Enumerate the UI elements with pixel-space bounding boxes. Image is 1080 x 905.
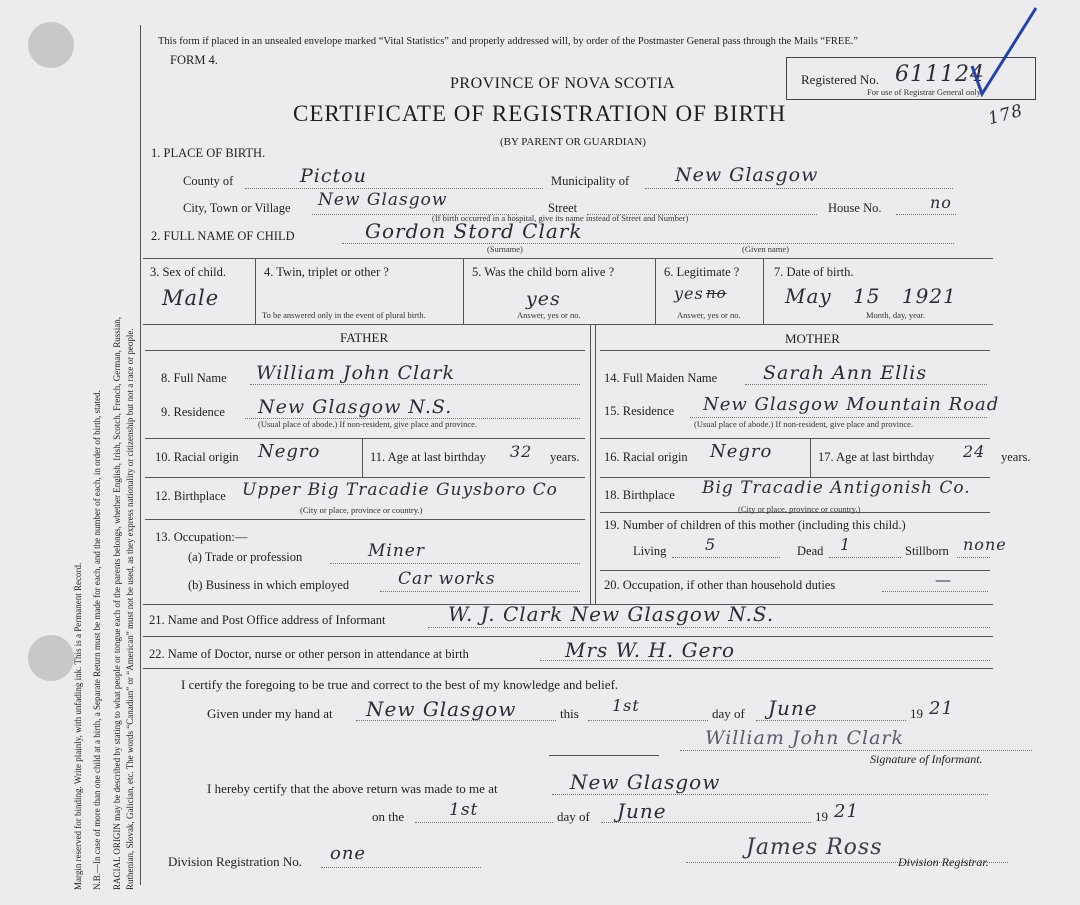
- page-subtitle: (BY PARENT OR GUARDIAN): [500, 136, 646, 148]
- business-label: (b) Business in which employed: [188, 578, 350, 592]
- father-name-value: William John Clark: [256, 362, 455, 384]
- child-name-label: 2. FULL NAME OF CHILD: [151, 229, 295, 243]
- living-label: Living: [633, 544, 667, 558]
- registrar-year-value: 21: [834, 801, 859, 822]
- legitimate-note: Answer, yes or no.: [677, 310, 741, 320]
- street-label: Street: [548, 201, 578, 215]
- mother-occupation-value: —: [935, 570, 952, 589]
- county-label: County of: [183, 174, 234, 188]
- margin-note: RACIAL ORIGIN may be described by stating to what people or tongue each of the parents belongs, whether English, Irish, Scotch, French, German, Russian,: [112, 316, 122, 890]
- mother-birthplace-value: Big Tracadie Antigonish Co.: [702, 478, 971, 498]
- informant-label: 21. Name and Post Office address of Informant: [149, 613, 386, 627]
- corner-mark: 178: [986, 100, 1026, 130]
- province-heading: PROVINCE OF NOVA SCOTIA: [450, 75, 676, 92]
- father-birthplace-value: Upper Big Tracadie Guysboro Co: [242, 480, 558, 500]
- twin-note: To be answered only in the event of plural birth.: [262, 310, 426, 320]
- father-birthplace-label: 12. Birthplace: [155, 489, 226, 503]
- child-name-value: Gordon Stord Clark: [365, 219, 583, 243]
- mother-occupation-label: 20. Occupation, if other than household duties: [604, 578, 836, 592]
- father-racial-label: 10. Racial origin: [155, 450, 239, 464]
- birth-date-label: 7. Date of birth.: [774, 265, 854, 279]
- registrar-place-value: New Glasgow: [570, 770, 721, 794]
- trade-value: Miner: [368, 541, 425, 561]
- legitimate-struck: no: [706, 284, 727, 302]
- dead-value: 1: [840, 535, 852, 554]
- registrar-month-value: June: [617, 799, 667, 823]
- given-label: Given under my hand at: [207, 706, 333, 721]
- form-number: FORM 4.: [170, 53, 218, 67]
- mother-header: MOTHER: [785, 331, 840, 346]
- father-age-unit: years.: [550, 450, 580, 464]
- informant-signature: William John Clark: [705, 727, 904, 749]
- hospital-note: (If birth occurred in a hospital, give its name instead of Street and Number): [432, 213, 689, 223]
- registrar-use-note: For use of Registrar General only: [867, 87, 982, 97]
- birth-date-note: Month, day, year.: [866, 310, 926, 320]
- given-month-value: June: [768, 696, 818, 720]
- check-mark-icon: [960, 4, 1040, 100]
- stillborn-label: Stillborn: [905, 544, 949, 558]
- children-count-label: 19. Number of children of this mother (including this child.): [604, 518, 906, 532]
- given-year-value: 21: [929, 698, 954, 719]
- city-label: City, Town or Village: [183, 201, 291, 215]
- dead-label: Dead: [797, 544, 824, 558]
- given-year-prefix: 19: [910, 706, 923, 721]
- mother-residence-note: (Usual place of abode.) If non-resident, give place and province.: [694, 419, 914, 429]
- margin-note: Ruthenian, Slovak, Galician, etc. The words “Canadian” or “American” must not be used, as they express nationality or citizenship but not a race or people.: [125, 328, 135, 890]
- mother-racial-label: 16. Racial origin: [604, 450, 688, 464]
- alive-label: 5. Was the child born alive ?: [472, 265, 615, 279]
- given-day-value: 1st: [612, 696, 640, 715]
- margin-note: Margin reserved for binding. Write plainly, with unfading ink. This is a Permanent Record.: [73, 562, 83, 890]
- place-of-birth-heading: 1. PLACE OF BIRTH.: [151, 146, 266, 160]
- alive-note: Answer, yes or no.: [517, 310, 581, 320]
- division-value: one: [330, 843, 367, 864]
- registrar-statement: I hereby certify that the above return was made to me at: [207, 781, 498, 796]
- alive-value: yes: [526, 288, 561, 310]
- house-value: no: [930, 193, 952, 212]
- mother-age-value: 24: [963, 442, 986, 461]
- given-name-note: (Given name): [742, 244, 789, 254]
- municipality-value: New Glasgow: [675, 164, 819, 186]
- informant-signature-label: Signature of Informant.: [870, 752, 983, 766]
- stillborn-value: none: [963, 535, 1007, 554]
- father-age-label: 11. Age at last birthday: [370, 450, 486, 464]
- registrar-signature-label: Division Registrar.: [898, 855, 989, 869]
- on-the-label: on the: [372, 809, 405, 824]
- margin-border: [140, 25, 141, 885]
- mother-birthplace-note: (City or place, province or country.): [738, 504, 861, 514]
- father-header: FATHER: [340, 330, 389, 345]
- city-value: New Glasgow: [318, 190, 448, 210]
- page-title: CERTIFICATE OF REGISTRATION OF BIRTH: [293, 101, 787, 126]
- binding-hole: [28, 635, 74, 681]
- twin-label: 4. Twin, triplet or other ?: [264, 265, 389, 279]
- father-birthplace-note: (City or place, province or country.): [300, 505, 423, 515]
- mother-name-value: Sarah Ann Ellis: [763, 362, 928, 384]
- father-residence-value: New Glasgow N.S.: [258, 396, 453, 418]
- county-value: Pictou: [300, 165, 367, 187]
- registrar-year-prefix: 19: [815, 809, 828, 824]
- sex-value: Male: [162, 286, 220, 310]
- informant-value: W. J. Clark New Glasgow N.S.: [448, 602, 775, 626]
- father-residence-note: (Usual place of abode.) If non-resident, give place and province.: [258, 419, 478, 429]
- mother-birthplace-label: 18. Birthplace: [604, 488, 675, 502]
- mother-age-unit: years.: [1001, 450, 1031, 464]
- division-label: Division Registration No.: [168, 854, 302, 869]
- mother-residence-label: 15. Residence: [604, 404, 675, 418]
- legitimate-label: 6. Legitimate ?: [664, 265, 740, 279]
- doctor-label: 22. Name of Doctor, nurse or other person in attendance at birth: [149, 647, 469, 661]
- house-label: House No.: [828, 201, 882, 215]
- margin-note: N.B.—In case of more than one child at a birth, a Separate Return must be made for each, and the number of each, in order of birth, stated.: [92, 390, 102, 890]
- surname-note: (Surname): [487, 244, 523, 254]
- father-racial-value: Negro: [258, 441, 321, 462]
- father-occupation-label: 13. Occupation:—: [155, 530, 248, 544]
- registered-number: 611124: [895, 62, 985, 87]
- father-residence-label: 9. Residence: [161, 405, 225, 419]
- this-label: this: [560, 706, 579, 721]
- day-of-label: day of: [712, 706, 745, 721]
- municipality-label: Municipality of: [551, 174, 630, 188]
- mother-racial-value: Negro: [710, 441, 773, 462]
- registered-label: Registered No.: [801, 72, 879, 87]
- business-value: Car works: [398, 569, 496, 589]
- mother-residence-value: New Glasgow Mountain Road: [703, 394, 1000, 415]
- birth-date-value: May 15 1921: [785, 284, 957, 308]
- binding-hole: [28, 22, 74, 68]
- sex-label: 3. Sex of child.: [150, 265, 227, 279]
- certification-statement: I certify the foregoing to be true and correct to the best of my knowledge and belief.: [181, 677, 619, 692]
- living-value: 5: [705, 535, 717, 554]
- mail-notice: This form if placed in an unsealed envelope marked “Vital Statistics” and properly addressed will, by order of the Postmaster General pass through the Mails “FREE.”: [158, 36, 859, 47]
- trade-label: (a) Trade or profession: [188, 550, 303, 564]
- legitimate-value: yes: [674, 284, 704, 303]
- father-name-label: 8. Full Name: [161, 371, 227, 385]
- given-place-value: New Glasgow: [366, 697, 517, 721]
- doctor-value: Mrs W. H. Gero: [565, 638, 736, 662]
- mother-name-label: 14. Full Maiden Name: [604, 371, 718, 385]
- father-age-value: 32: [510, 442, 533, 461]
- mother-age-label: 17. Age at last birthday: [818, 450, 935, 464]
- registrar-day-value: 1st: [449, 800, 479, 820]
- registrar-signature: James Ross: [746, 835, 883, 860]
- registrar-day-of-label: day of: [557, 809, 590, 824]
